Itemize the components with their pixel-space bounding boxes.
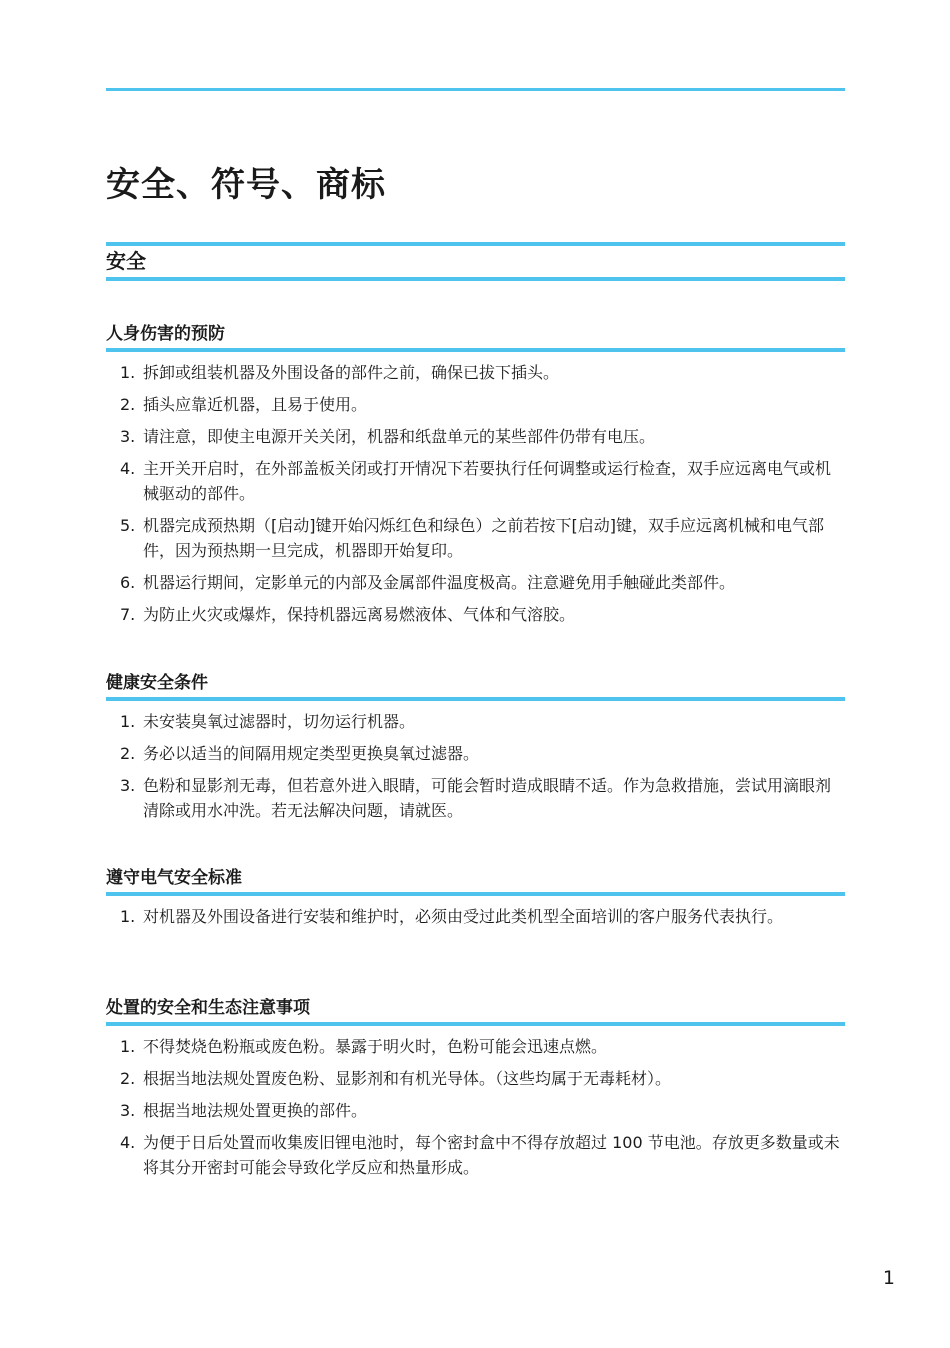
- header-rule: [106, 88, 845, 91]
- list-item-number: 4.: [120, 1133, 136, 1152]
- section-title: 安全: [106, 249, 146, 273]
- numbered-list: [106, 709, 845, 823]
- list-item: [106, 1098, 845, 1123]
- subsection-rule: [106, 892, 845, 896]
- list-item: [106, 424, 845, 449]
- list-item-number: 2.: [120, 395, 136, 414]
- subsection-title: 遵守电气安全标准: [106, 868, 242, 888]
- list-item-number: 1.: [120, 907, 136, 926]
- list-item-number: 4.: [120, 459, 136, 478]
- list-item-number: 3.: [120, 427, 136, 446]
- list-item: [106, 741, 845, 766]
- section-rule-top: [106, 242, 845, 246]
- numbered-list: [106, 1034, 845, 1180]
- section-header-band: [106, 242, 845, 276]
- list-item-number: 1.: [120, 712, 136, 731]
- list-item-text: 为防止火灾或爆炸，保持机器远离易燃液体、气体和气溶胶。: [143, 605, 576, 624]
- list-item: [106, 773, 845, 823]
- list-item-text: 插头应靠近机器，且易于使用。: [143, 395, 368, 414]
- numbered-list: [106, 904, 845, 929]
- subsection-electrical-standards: [106, 866, 845, 936]
- list-item: [106, 360, 845, 385]
- list-item-number: 3.: [120, 776, 136, 795]
- page-number: 1: [882, 1267, 895, 1289]
- list-item: [106, 392, 845, 417]
- list-item-text: 根据当地法规处置废色粉、显影剂和有机光导体。（这些均属于无毒耗材）。: [143, 1069, 672, 1088]
- list-item-number: 7.: [120, 605, 136, 624]
- list-item: [106, 456, 845, 506]
- list-item-text: 机器完成预热期（[启动]键开始闪烁红色和绿色）之前若按下[启动]键，双手应远离机械和电气部件，因为预热期一旦完成，机器即开始复印。: [143, 516, 824, 560]
- list-item: [106, 602, 845, 627]
- list-item-text: 不得焚烧色粉瓶或废色粉。暴露于明火时，色粉可能会迅速点燃。: [143, 1037, 608, 1056]
- list-item: [106, 904, 845, 929]
- list-item-text: 根据当地法规处置更换的部件。: [143, 1101, 368, 1120]
- list-item: [106, 709, 845, 734]
- list-item: [106, 1130, 845, 1180]
- list-item: [106, 1066, 845, 1091]
- page-title: 安全、符号、商标: [106, 165, 386, 205]
- list-item-text: 务必以适当的间隔用规定类型更换臭氧过滤器。: [143, 744, 480, 763]
- subsection-rule: [106, 348, 845, 352]
- subsection-title: 健康安全条件: [106, 673, 208, 693]
- list-item-text: 未安装臭氧过滤器时，切勿运行机器。: [143, 712, 416, 731]
- list-item-number: 1.: [120, 1037, 136, 1056]
- list-item-text: 对机器及外围设备进行安装和维护时，必须由受过此类机型全面培训的客户服务代表执行。: [143, 907, 784, 926]
- list-item-text: 机器运行期间，定影单元的内部及金属部件温度极高。注意避免用手触碰此类部件。: [143, 573, 736, 592]
- list-item-number: 6.: [120, 573, 136, 592]
- subsection-title: 处置的安全和生态注意事项: [106, 998, 310, 1018]
- list-item: [106, 1034, 845, 1059]
- list-item-text: 为便于日后处置而收集废旧锂电池时，每个密封盒中不得存放超过 100 节电池。存放更多数量或未将其分开密封可能会导致化学反应和热量形成。: [143, 1133, 840, 1177]
- list-item-number: 1.: [120, 363, 136, 382]
- list-item: [106, 513, 845, 563]
- list-item-text: 主开关开启时，在外部盖板关闭或打开情况下若要执行任何调整或运行检查，双手应远离电气或机械驱动的部件。: [143, 459, 832, 503]
- list-item-text: 拆卸或组装机器及外围设备的部件之前，确保已拔下插头。: [143, 363, 560, 382]
- numbered-list: [106, 360, 845, 627]
- list-item-number: 2.: [120, 744, 136, 763]
- list-item-text: 请注意，即使主电源开关关闭，机器和纸盘单元的某些部件仍带有电压。: [143, 427, 656, 446]
- subsection-injury-prevention: [106, 322, 845, 634]
- subsection-health-safety: [106, 671, 845, 830]
- subsection-rule: [106, 697, 845, 701]
- list-item-text: 色粉和显影剂无毒，但若意外进入眼睛，可能会暂时造成眼睛不适。作为急救措施，尝试用滴眼剂清除或用水冲洗。若无法解决问题，请就医。: [143, 776, 832, 820]
- section-rule-bottom: [106, 277, 845, 281]
- list-item: [106, 570, 845, 595]
- list-item-number: 2.: [120, 1069, 136, 1088]
- subsection-rule: [106, 1022, 845, 1026]
- subsection-disposal: [106, 996, 845, 1187]
- list-item-number: 5.: [120, 516, 136, 535]
- list-item-number: 3.: [120, 1101, 136, 1120]
- subsection-title: 人身伤害的预防: [106, 324, 225, 344]
